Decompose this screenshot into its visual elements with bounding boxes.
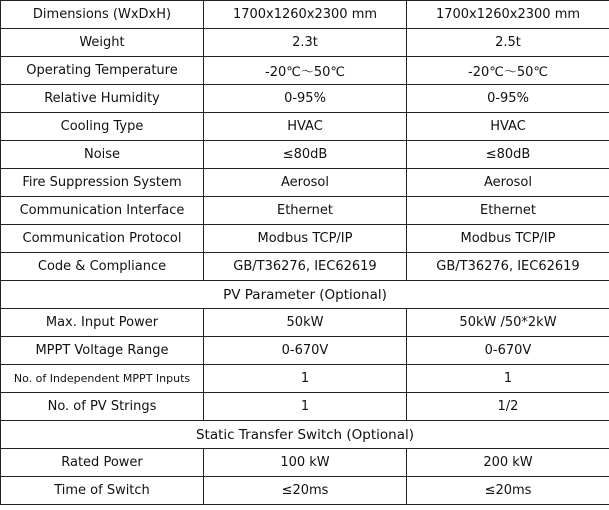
row-label: Relative Humidity <box>1 85 204 113</box>
cell-value: 100 kW <box>204 449 407 477</box>
table-row <box>1 225 609 253</box>
cell-value: Ethernet <box>204 197 407 225</box>
row-label: No. of Independent MPPT Inputs <box>1 365 204 393</box>
table-row <box>1 113 609 141</box>
row-label: Rated Power <box>1 449 204 477</box>
row-label: Communication Protocol <box>1 225 204 253</box>
cell-value: 1 <box>204 365 407 393</box>
table-row <box>1 449 609 477</box>
cell-value: 0-95% <box>407 85 609 113</box>
row-label: Operating Temperature <box>1 57 204 85</box>
cell-value: HVAC <box>407 113 609 141</box>
cell-value: 2.5t <box>407 29 609 57</box>
cell-value: 1 <box>204 393 407 421</box>
cell-value: HVAC <box>204 113 407 141</box>
table-row <box>1 477 609 505</box>
table-row <box>1 29 609 57</box>
table-row <box>1 337 609 365</box>
cell-value: ≤20ms <box>407 477 609 505</box>
cell-value: 2.3t <box>204 29 407 57</box>
row-label: Noise <box>1 141 204 169</box>
row-label: Max. Input Power <box>1 309 204 337</box>
cell-value: 0-670V <box>407 337 609 365</box>
cell-value: 200 kW <box>407 449 609 477</box>
cell-value: 0-670V <box>204 337 407 365</box>
sts-section-title: Static Transfer Switch (Optional) <box>1 421 609 449</box>
cell-value: Aerosol <box>407 169 609 197</box>
cell-value: -20℃～50℃ <box>204 57 407 85</box>
section-header-row <box>1 421 609 449</box>
row-label: Code & Compliance <box>1 253 204 281</box>
section-header-row <box>1 281 609 309</box>
cell-value: 50kW /50*2kW <box>407 309 609 337</box>
table-row <box>1 365 609 393</box>
cell-value: GB/T36276, IEC62619 <box>407 253 609 281</box>
row-label: MPPT Voltage Range <box>1 337 204 365</box>
cell-value: Modbus TCP/IP <box>204 225 407 253</box>
cell-value: -20℃～50℃ <box>407 57 609 85</box>
table-row <box>1 1 609 29</box>
cell-value: ≤80dB <box>204 141 407 169</box>
table-row <box>1 57 609 85</box>
cell-value: ≤80dB <box>407 141 609 169</box>
pv-section-title: PV Parameter (Optional) <box>1 281 609 309</box>
cell-value: 1 <box>407 365 609 393</box>
row-label: Communication Interface <box>1 197 204 225</box>
cell-value: 1/2 <box>407 393 609 421</box>
cell-value: 0-95% <box>204 85 407 113</box>
cell-value: Aerosol <box>204 169 407 197</box>
cell-value: GB/T36276, IEC62619 <box>204 253 407 281</box>
row-label: Time of Switch <box>1 477 204 505</box>
table-row <box>1 393 609 421</box>
cell-value: 1700x1260x2300 mm <box>204 1 407 29</box>
row-label: No. of PV Strings <box>1 393 204 421</box>
row-label: Weight <box>1 29 204 57</box>
cell-value: Ethernet <box>407 197 609 225</box>
table-row <box>1 309 609 337</box>
table-row <box>1 141 609 169</box>
cell-value: 50kW <box>204 309 407 337</box>
row-label: Cooling Type <box>1 113 204 141</box>
row-label: Fire Suppression System <box>1 169 204 197</box>
table-row <box>1 169 609 197</box>
row-label: Dimensions (WxDxH) <box>1 1 204 29</box>
cell-value: Modbus TCP/IP <box>407 225 609 253</box>
table-row <box>1 85 609 113</box>
cell-value: 1700x1260x2300 mm <box>407 1 609 29</box>
cell-value: ≤20ms <box>204 477 407 505</box>
table-row <box>1 253 609 281</box>
table-row <box>1 197 609 225</box>
